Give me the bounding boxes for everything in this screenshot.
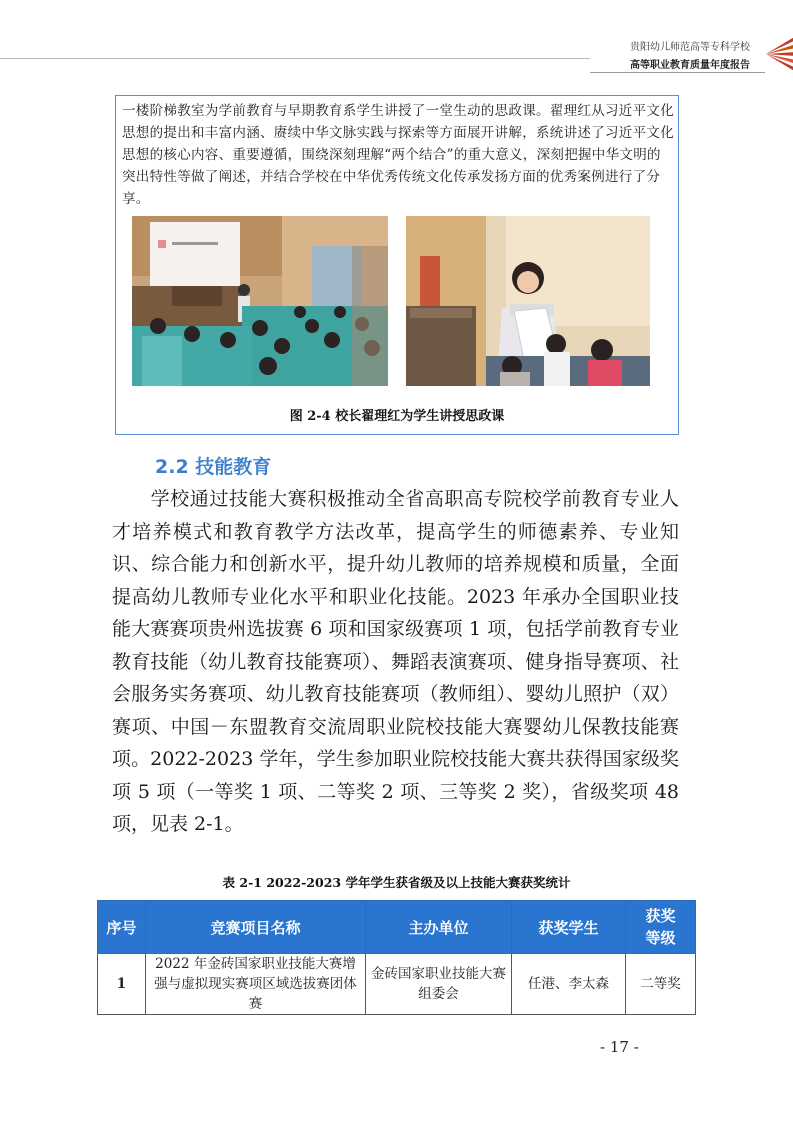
quote-box xyxy=(115,95,679,435)
figure-caption: 图 2-4 校长翟理红为学生讲授思政课 xyxy=(289,409,505,424)
header-award-level xyxy=(626,901,696,954)
header-no: 序号 xyxy=(98,901,146,954)
header-report-title: 高等职业教育质量年度报告 xyxy=(630,60,750,71)
table-header-row xyxy=(98,901,696,954)
page-number: - 17 - xyxy=(600,1038,639,1056)
lecturer-photo xyxy=(406,216,650,386)
header-rule xyxy=(0,58,590,59)
awards-table xyxy=(97,900,696,1015)
header-organizer: 主办单位 xyxy=(366,901,512,954)
cell-award-level: 二等奖 xyxy=(626,954,696,1015)
header-fan-ornament xyxy=(766,36,793,86)
cell-organizer: 金砖国家职业技能大赛组委会 xyxy=(366,954,512,1015)
header-award-level-text: 获奖等级 xyxy=(645,907,676,947)
table-row xyxy=(98,954,696,1015)
lecture-hall-photo xyxy=(132,216,388,386)
quote-box-text: 一楼阶梯教室为学前教育与早期教育系学生讲授了一堂生动的思政课。翟理红从习近平文化思想的提出和丰富内涵、赓续中华文脉实践与探索等方面展开讲解，系统讲述了习近平文化思想的核心内容、重要遵循，围绕深刻理解“两个结合”的重大意义，深刻把握中华文明的突出特性等做了阐述，并结合学校在中华优秀传统文化传承发扬方面的优秀案例进行了分享。 xyxy=(122,103,674,207)
section-title: 2.2 技能教育 xyxy=(155,456,272,478)
section-paragraph xyxy=(112,483,679,841)
header-competition-name: 竞赛项目名称 xyxy=(146,901,366,954)
cell-competition-name: 2022 年金砖国家职业技能大赛增强与虚拟现实赛项区域选拔赛团体赛 xyxy=(146,954,366,1015)
header-students: 获奖学生 xyxy=(512,901,626,954)
table-caption: 表 2-1 2022-2023 学年学生获省级及以上技能大赛获奖统计 xyxy=(222,875,571,890)
section-paragraph-text: 学校通过技能大赛积极推动全省高职高专院校学前教育专业人才培养模式和教育教学方法改革，提高学生的师德素养、专业知识、综合能力和创新水平，提升幼儿教师的培养规模和质量，全面提高幼儿教师专业化水平和职业化技能。2023 年承办全国职业技能大赛赛项贵州选拔赛 6 项和国家级赛项 1 项，包括学前教育专业教育技能（幼儿教育技能赛项）、舞蹈表演赛项、健身指导赛项、社会服务实务赛项、幼儿教育技能赛项（教师组）、婴幼儿照护（双）赛项、中国－东盟教育交流周职业院校技能大赛婴幼儿保教技能赛项。2022-2023 学年，学生参加职业院校技能大赛共获得国家级奖项 5 项（一等奖 1 项、二等奖 2 项、三等奖 2 奖），省级奖项 48 项，见表 2-1。 xyxy=(112,488,679,835)
header-rule-right xyxy=(590,72,765,73)
header-school-name: 贵阳幼儿师范高等专科学校 xyxy=(630,42,750,53)
cell-no: 1 xyxy=(98,954,146,1015)
cell-students: 任港、李太森 xyxy=(512,954,626,1015)
